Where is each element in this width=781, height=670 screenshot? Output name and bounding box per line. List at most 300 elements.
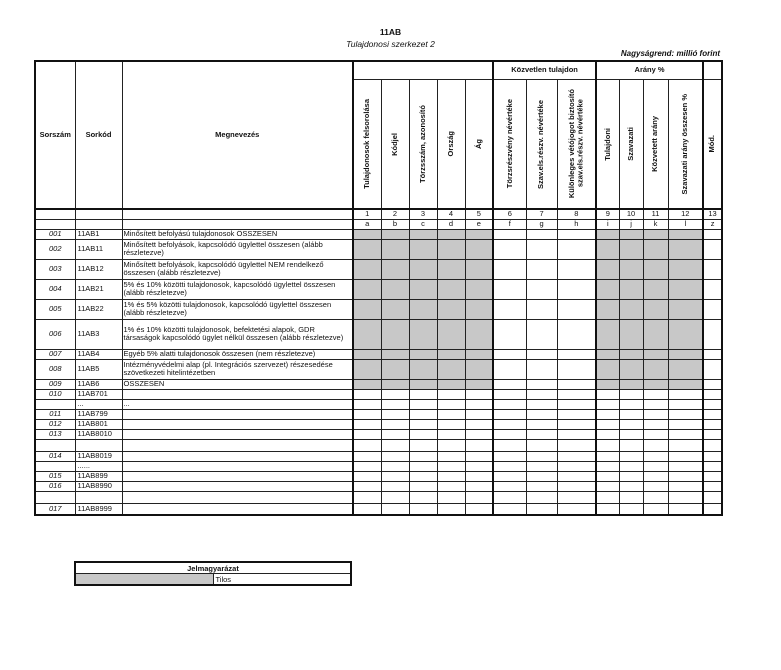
cell[interactable] <box>409 279 437 299</box>
cell[interactable] <box>493 409 526 419</box>
cell[interactable] <box>465 239 493 259</box>
cell[interactable] <box>409 399 437 409</box>
cell[interactable] <box>557 359 596 379</box>
cell[interactable] <box>353 319 381 349</box>
cell[interactable] <box>409 503 437 515</box>
cell[interactable] <box>381 359 409 379</box>
cell[interactable] <box>353 359 381 379</box>
cell[interactable] <box>465 429 493 439</box>
cell[interactable] <box>703 503 722 515</box>
cell[interactable] <box>381 429 409 439</box>
cell[interactable] <box>381 239 409 259</box>
cell[interactable] <box>668 439 703 451</box>
cell[interactable] <box>465 349 493 359</box>
cell[interactable] <box>668 349 703 359</box>
cell[interactable] <box>353 481 381 491</box>
cell[interactable] <box>353 503 381 515</box>
cell[interactable] <box>668 239 703 259</box>
legend-title: Jelmagyarázat <box>75 562 351 574</box>
cell[interactable] <box>381 419 409 429</box>
cell[interactable] <box>668 481 703 491</box>
cell[interactable] <box>381 399 409 409</box>
cell[interactable] <box>596 461 619 471</box>
cell[interactable] <box>557 419 596 429</box>
cell[interactable] <box>703 461 722 471</box>
cell[interactable] <box>557 230 596 240</box>
cell[interactable] <box>409 389 437 399</box>
cell[interactable] <box>381 461 409 471</box>
cell[interactable] <box>381 259 409 279</box>
cell[interactable] <box>619 439 643 451</box>
cell[interactable] <box>353 399 381 409</box>
cell[interactable] <box>437 389 465 399</box>
cell[interactable] <box>643 429 668 439</box>
cell[interactable] <box>643 491 668 503</box>
cell[interactable] <box>437 279 465 299</box>
cell[interactable] <box>465 503 493 515</box>
cell[interactable] <box>353 429 381 439</box>
cell[interactable] <box>703 429 722 439</box>
cell[interactable] <box>353 461 381 471</box>
cell[interactable] <box>493 359 526 379</box>
cell[interactable] <box>437 503 465 515</box>
cell[interactable] <box>493 429 526 439</box>
cell[interactable] <box>596 259 619 279</box>
cell[interactable] <box>437 379 465 389</box>
cell[interactable] <box>619 409 643 419</box>
cell[interactable] <box>668 399 703 409</box>
cell[interactable] <box>643 451 668 461</box>
cell[interactable] <box>619 259 643 279</box>
cell[interactable] <box>596 481 619 491</box>
cell[interactable] <box>703 439 722 451</box>
cell[interactable] <box>437 399 465 409</box>
cell[interactable] <box>409 319 437 349</box>
cell[interactable] <box>668 471 703 481</box>
cell[interactable] <box>409 299 437 319</box>
cell[interactable] <box>557 279 596 299</box>
cell[interactable] <box>526 319 557 349</box>
cell[interactable] <box>643 503 668 515</box>
cell[interactable] <box>526 429 557 439</box>
cell[interactable] <box>493 451 526 461</box>
cell[interactable] <box>619 481 643 491</box>
cell[interactable] <box>353 279 381 299</box>
column-number: 2 <box>381 209 409 220</box>
cell[interactable] <box>437 359 465 379</box>
cell[interactable] <box>526 259 557 279</box>
cell[interactable] <box>557 451 596 461</box>
cell[interactable] <box>668 429 703 439</box>
table-row <box>35 491 722 503</box>
cell[interactable] <box>643 481 668 491</box>
cell[interactable] <box>437 319 465 349</box>
cell[interactable] <box>526 279 557 299</box>
cell[interactable] <box>619 491 643 503</box>
cell[interactable] <box>619 429 643 439</box>
cell[interactable] <box>493 491 526 503</box>
cell[interactable] <box>703 471 722 481</box>
cell[interactable] <box>381 319 409 349</box>
row-code <box>75 491 122 503</box>
cell[interactable] <box>437 419 465 429</box>
cell[interactable] <box>668 259 703 279</box>
cell[interactable] <box>409 379 437 389</box>
cell[interactable] <box>409 439 437 451</box>
cell[interactable] <box>668 491 703 503</box>
cell[interactable] <box>557 379 596 389</box>
row-name <box>122 419 353 429</box>
cell[interactable] <box>493 349 526 359</box>
cell[interactable] <box>526 299 557 319</box>
cell[interactable] <box>526 399 557 409</box>
cell[interactable] <box>353 379 381 389</box>
cell[interactable] <box>353 349 381 359</box>
cell[interactable] <box>557 349 596 359</box>
cell[interactable] <box>643 319 668 349</box>
cell[interactable] <box>353 491 381 503</box>
cell[interactable] <box>353 389 381 399</box>
cell[interactable] <box>381 230 409 240</box>
cell[interactable] <box>437 409 465 419</box>
cell[interactable] <box>668 379 703 389</box>
row-number: 004 <box>35 279 75 299</box>
cell[interactable] <box>409 451 437 461</box>
cell[interactable] <box>526 359 557 379</box>
column-number: 7 <box>526 209 557 220</box>
col-c12: Szavazati arány összesen % <box>668 80 703 210</box>
row-number: 008 <box>35 359 75 379</box>
cell[interactable] <box>353 409 381 419</box>
cell[interactable] <box>643 389 668 399</box>
cell[interactable] <box>381 503 409 515</box>
cell[interactable] <box>465 379 493 389</box>
cell[interactable] <box>596 230 619 240</box>
cell[interactable] <box>381 379 409 389</box>
cell[interactable] <box>526 379 557 389</box>
cell[interactable] <box>668 279 703 299</box>
cell[interactable] <box>493 389 526 399</box>
cell[interactable] <box>596 389 619 399</box>
cell[interactable] <box>596 399 619 409</box>
cell[interactable] <box>703 481 722 491</box>
cell[interactable] <box>526 471 557 481</box>
cell[interactable] <box>643 279 668 299</box>
cell[interactable] <box>619 399 643 409</box>
cell[interactable] <box>465 461 493 471</box>
row-number: 010 <box>35 389 75 399</box>
cell[interactable] <box>557 299 596 319</box>
cell[interactable] <box>557 389 596 399</box>
cell[interactable] <box>596 439 619 451</box>
column-letter: k <box>643 220 668 230</box>
cell[interactable] <box>703 349 722 359</box>
cell[interactable] <box>557 259 596 279</box>
cell[interactable] <box>703 491 722 503</box>
cell[interactable] <box>619 503 643 515</box>
cell[interactable] <box>465 439 493 451</box>
cell[interactable] <box>409 359 437 379</box>
cell[interactable] <box>381 299 409 319</box>
cell[interactable] <box>409 481 437 491</box>
row-number: 017 <box>35 503 75 515</box>
cell[interactable] <box>381 451 409 461</box>
cell[interactable] <box>643 439 668 451</box>
cell[interactable] <box>409 419 437 429</box>
cell[interactable] <box>619 239 643 259</box>
cell[interactable] <box>353 239 381 259</box>
cell[interactable] <box>596 419 619 429</box>
cell[interactable] <box>526 409 557 419</box>
cell[interactable] <box>465 399 493 409</box>
cell[interactable] <box>465 419 493 429</box>
cell[interactable] <box>643 259 668 279</box>
cell[interactable] <box>596 239 619 259</box>
col-c7: Szav.els.részv. névértéke <box>526 80 557 210</box>
cell[interactable] <box>557 503 596 515</box>
cell[interactable] <box>557 239 596 259</box>
cell[interactable] <box>465 471 493 481</box>
cell[interactable] <box>596 279 619 299</box>
cell[interactable] <box>493 503 526 515</box>
cell[interactable] <box>668 409 703 419</box>
cell[interactable] <box>557 439 596 451</box>
cell[interactable] <box>465 389 493 399</box>
cell[interactable] <box>437 481 465 491</box>
cell[interactable] <box>493 259 526 279</box>
legend-swatch <box>75 574 213 586</box>
row-number: 016 <box>35 481 75 491</box>
cell[interactable] <box>619 359 643 379</box>
cell[interactable] <box>596 471 619 481</box>
cell[interactable] <box>493 279 526 299</box>
cell[interactable] <box>596 299 619 319</box>
cell[interactable] <box>437 491 465 503</box>
cell[interactable] <box>465 230 493 240</box>
cell[interactable] <box>526 239 557 259</box>
cell[interactable] <box>465 481 493 491</box>
cell[interactable] <box>557 461 596 471</box>
cell[interactable] <box>619 319 643 349</box>
cell[interactable] <box>409 429 437 439</box>
cell[interactable] <box>437 451 465 461</box>
cell[interactable] <box>619 379 643 389</box>
cell[interactable] <box>437 299 465 319</box>
cell[interactable] <box>643 461 668 471</box>
cell[interactable] <box>643 349 668 359</box>
cell[interactable] <box>493 299 526 319</box>
cell[interactable] <box>619 471 643 481</box>
cell[interactable] <box>353 451 381 461</box>
cell[interactable] <box>703 359 722 379</box>
cell[interactable] <box>557 429 596 439</box>
cell[interactable] <box>596 349 619 359</box>
cell[interactable] <box>619 389 643 399</box>
cell[interactable] <box>493 481 526 491</box>
cell[interactable] <box>557 481 596 491</box>
cell[interactable] <box>703 259 722 279</box>
cell[interactable] <box>409 491 437 503</box>
cell[interactable] <box>409 461 437 471</box>
cell[interactable] <box>619 230 643 240</box>
cell[interactable] <box>557 471 596 481</box>
column-number: 13 <box>703 209 722 220</box>
row-number: 006 <box>35 319 75 349</box>
cell[interactable] <box>557 319 596 349</box>
cell[interactable] <box>465 299 493 319</box>
cell[interactable] <box>409 239 437 259</box>
cell[interactable] <box>703 319 722 349</box>
row-number: 009 <box>35 379 75 389</box>
table-row <box>35 359 722 379</box>
row-number: 012 <box>35 419 75 429</box>
cell[interactable] <box>619 451 643 461</box>
cell[interactable] <box>381 491 409 503</box>
cell[interactable] <box>668 230 703 240</box>
cell[interactable] <box>619 419 643 429</box>
cell[interactable] <box>465 451 493 461</box>
row-code: 11AB6 <box>75 379 122 389</box>
cell[interactable] <box>703 389 722 399</box>
cell[interactable] <box>643 230 668 240</box>
cell[interactable] <box>643 419 668 429</box>
cell[interactable] <box>381 481 409 491</box>
cell[interactable] <box>557 491 596 503</box>
cell[interactable] <box>526 349 557 359</box>
row-name <box>122 439 353 451</box>
cell[interactable] <box>409 471 437 481</box>
cell[interactable] <box>643 399 668 409</box>
cell[interactable] <box>437 461 465 471</box>
cell[interactable] <box>437 239 465 259</box>
cell[interactable] <box>493 419 526 429</box>
cell[interactable] <box>526 461 557 471</box>
cell[interactable] <box>703 230 722 240</box>
cell[interactable] <box>526 389 557 399</box>
cell[interactable] <box>668 503 703 515</box>
cell[interactable] <box>596 359 619 379</box>
cell[interactable] <box>409 259 437 279</box>
cell[interactable] <box>437 439 465 451</box>
cell[interactable] <box>596 319 619 349</box>
cell[interactable] <box>643 471 668 481</box>
cell[interactable] <box>596 429 619 439</box>
cell[interactable] <box>493 399 526 409</box>
cell[interactable] <box>465 359 493 379</box>
cell[interactable] <box>596 379 619 389</box>
cell[interactable] <box>493 379 526 389</box>
cell[interactable] <box>703 279 722 299</box>
cell[interactable] <box>703 379 722 389</box>
cell[interactable] <box>643 359 668 379</box>
cell[interactable] <box>619 461 643 471</box>
cell[interactable] <box>619 299 643 319</box>
cell[interactable] <box>381 409 409 419</box>
cell[interactable] <box>596 451 619 461</box>
cell[interactable] <box>596 491 619 503</box>
cell[interactable] <box>619 279 643 299</box>
cell[interactable] <box>526 491 557 503</box>
group-ratio: Arány % <box>596 61 703 80</box>
cell[interactable] <box>526 439 557 451</box>
cell[interactable] <box>493 471 526 481</box>
cell[interactable] <box>437 259 465 279</box>
cell[interactable] <box>381 471 409 481</box>
cell[interactable] <box>526 481 557 491</box>
cell[interactable] <box>703 399 722 409</box>
cell[interactable] <box>643 379 668 389</box>
cell[interactable] <box>619 349 643 359</box>
cell[interactable] <box>596 503 619 515</box>
cell[interactable] <box>465 409 493 419</box>
cell[interactable] <box>668 359 703 379</box>
cell[interactable] <box>703 451 722 461</box>
cell[interactable] <box>465 279 493 299</box>
cell[interactable] <box>409 230 437 240</box>
cell[interactable] <box>668 419 703 429</box>
cell[interactable] <box>437 429 465 439</box>
cell[interactable] <box>643 239 668 259</box>
cell[interactable] <box>465 319 493 349</box>
cell[interactable] <box>381 279 409 299</box>
cell[interactable] <box>353 419 381 429</box>
cell[interactable] <box>643 409 668 419</box>
cell[interactable] <box>437 471 465 481</box>
cell[interactable] <box>465 491 493 503</box>
row-number <box>35 439 75 451</box>
cell[interactable] <box>493 461 526 471</box>
cell[interactable] <box>493 239 526 259</box>
cell[interactable] <box>668 319 703 349</box>
cell[interactable] <box>437 230 465 240</box>
column-letter: f <box>493 220 526 230</box>
cell[interactable] <box>493 319 526 349</box>
cell[interactable] <box>668 451 703 461</box>
cell[interactable] <box>353 259 381 279</box>
cell[interactable] <box>353 299 381 319</box>
cell[interactable] <box>381 349 409 359</box>
cell[interactable] <box>703 239 722 259</box>
cell[interactable] <box>668 461 703 471</box>
cell[interactable] <box>465 259 493 279</box>
row-code: 11AB12 <box>75 259 122 279</box>
cell[interactable] <box>409 409 437 419</box>
cell[interactable] <box>437 349 465 359</box>
cell[interactable] <box>596 409 619 419</box>
cell[interactable] <box>353 230 381 240</box>
cell[interactable] <box>381 439 409 451</box>
column-number: 6 <box>493 209 526 220</box>
cell[interactable] <box>409 349 437 359</box>
cell[interactable] <box>643 299 668 319</box>
cell[interactable] <box>353 471 381 481</box>
cell[interactable] <box>526 451 557 461</box>
cell[interactable] <box>493 230 526 240</box>
cell[interactable] <box>668 389 703 399</box>
cell[interactable] <box>493 439 526 451</box>
cell[interactable] <box>526 230 557 240</box>
cell[interactable] <box>557 409 596 419</box>
cell[interactable] <box>557 399 596 409</box>
cell[interactable] <box>381 389 409 399</box>
cell[interactable] <box>353 439 381 451</box>
cell[interactable] <box>703 299 722 319</box>
cell[interactable] <box>703 419 722 429</box>
cell[interactable] <box>526 419 557 429</box>
cell[interactable] <box>526 503 557 515</box>
cell[interactable] <box>703 409 722 419</box>
cell[interactable] <box>668 299 703 319</box>
